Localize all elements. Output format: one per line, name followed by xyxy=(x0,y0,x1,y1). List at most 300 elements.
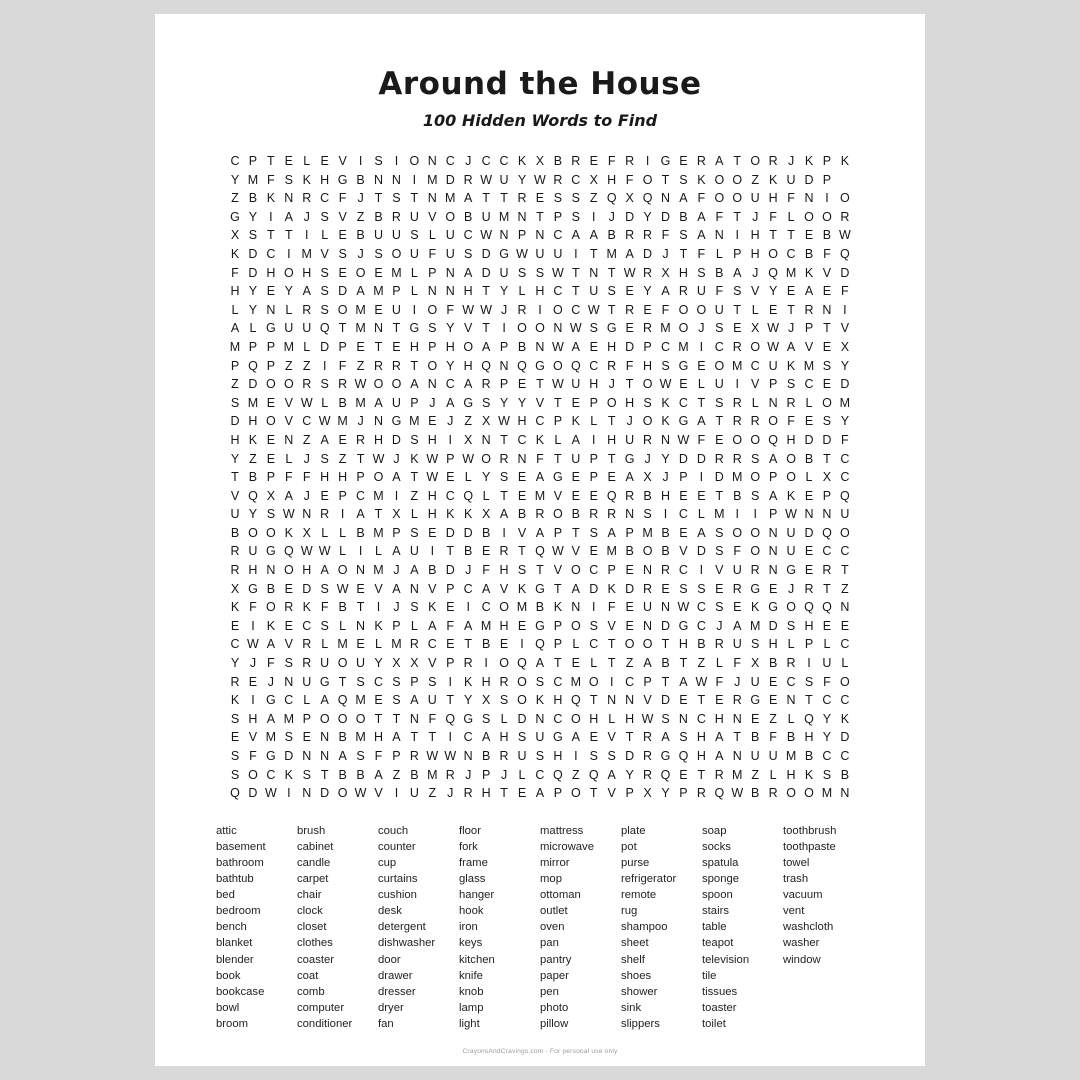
grid-cell: O xyxy=(553,302,563,317)
grid-cell: O xyxy=(481,451,491,466)
grid-cell: M xyxy=(355,395,366,410)
grid-cell: S xyxy=(751,451,760,466)
grid-cell: W xyxy=(462,302,475,317)
grid-cell: U xyxy=(302,674,312,689)
grid-cell: X xyxy=(625,191,634,206)
grid-cell: T xyxy=(733,730,742,745)
grid-cell: U xyxy=(732,563,742,578)
grid-cell: F xyxy=(715,209,724,224)
grid-cell: K xyxy=(804,265,814,280)
grid-cell: S xyxy=(679,228,688,243)
word-list-item: socks xyxy=(702,840,731,853)
grid-cell: I xyxy=(609,674,614,689)
grid-cell: S xyxy=(481,395,491,410)
grid-cell: T xyxy=(374,507,383,522)
grid-cell: H xyxy=(409,339,419,354)
grid-cell: F xyxy=(302,470,311,485)
grid-cell: C xyxy=(535,767,545,782)
grid-cell: L xyxy=(321,228,329,243)
grid-cell: P xyxy=(553,786,563,801)
grid-cell: E xyxy=(571,488,580,503)
grid-cell: O xyxy=(553,358,563,373)
grid-cell: U xyxy=(553,246,563,261)
grid-cell: J xyxy=(698,321,705,336)
grid-cell: H xyxy=(696,730,706,745)
grid-cell: T xyxy=(607,656,616,671)
grid-cell: T xyxy=(571,284,580,299)
grid-cell: I xyxy=(843,302,847,317)
grid-cell: T xyxy=(338,321,347,336)
grid-cell: H xyxy=(553,693,563,708)
grid-row xyxy=(227,264,854,283)
grid-cell: D xyxy=(660,618,671,633)
grid-cell: D xyxy=(338,284,348,299)
grid-cell: Y xyxy=(643,209,652,224)
grid-cell: J xyxy=(662,470,669,485)
grid-cell: J xyxy=(662,246,669,261)
grid-cell: I xyxy=(251,693,255,708)
grid-cell: F xyxy=(284,470,293,485)
grid-cell: I xyxy=(645,154,650,168)
grid-cell: T xyxy=(392,711,401,726)
word-list-item: shelf xyxy=(621,953,645,966)
grid-cell: N xyxy=(463,749,473,763)
word-list-item: outlet xyxy=(540,905,568,918)
grid-cell: M xyxy=(749,618,761,633)
grid-cell: A xyxy=(356,507,365,522)
grid-cell: R xyxy=(463,172,473,187)
grid-cell: B xyxy=(822,228,832,243)
grid-cell: L xyxy=(303,693,311,708)
grid-cell: R xyxy=(230,563,240,578)
grid-cell: T xyxy=(356,600,365,615)
grid-cell: W xyxy=(551,544,564,559)
grid-cell: N xyxy=(284,191,294,206)
grid-cell: L xyxy=(697,507,705,522)
grid-cell: T xyxy=(320,767,329,782)
grid-cell: E xyxy=(840,618,850,633)
grid-cell: S xyxy=(410,525,419,540)
grid-cell: A xyxy=(481,339,491,354)
grid-row xyxy=(227,189,854,208)
grid-cell: C xyxy=(230,637,240,652)
grid-cell: J xyxy=(752,265,759,280)
grid-cell: W xyxy=(264,786,277,801)
grid-cell: E xyxy=(338,228,347,243)
grid-cell: E xyxy=(266,451,276,466)
grid-cell: O xyxy=(732,525,743,540)
grid-cell: R xyxy=(517,191,527,206)
grid-cell: R xyxy=(786,656,796,671)
grid-cell: D xyxy=(840,265,850,280)
grid-cell: A xyxy=(392,730,401,745)
grid-cell: S xyxy=(320,451,329,466)
grid-cell: E xyxy=(338,265,347,280)
grid-cell: Q xyxy=(553,767,563,782)
word-list-item: washer xyxy=(783,937,820,950)
grid-cell: P xyxy=(643,674,652,689)
grid-cell: O xyxy=(266,525,276,540)
grid-cell: W xyxy=(318,544,331,559)
grid-cell: T xyxy=(554,451,562,466)
grid-cell: A xyxy=(804,284,814,299)
grid-cell: B xyxy=(643,488,652,503)
grid-cell: B xyxy=(553,154,563,168)
grid-cell: I xyxy=(574,749,578,763)
grid-cell: W xyxy=(426,451,439,466)
grid-cell: R xyxy=(230,674,240,689)
grid-cell: V xyxy=(553,488,563,503)
grid-cell: A xyxy=(320,563,329,578)
grid-cell: N xyxy=(481,432,491,447)
grid-cell: X xyxy=(840,339,850,354)
grid-cell: E xyxy=(822,339,832,354)
grid-cell: O xyxy=(409,154,420,168)
grid-cell: M xyxy=(678,339,689,354)
word-list-item: dresser xyxy=(378,985,416,998)
word-list-item: photo xyxy=(540,1001,569,1014)
grid-cell: O xyxy=(337,563,348,578)
grid-cell: H xyxy=(786,432,796,447)
grid-cell: H xyxy=(660,488,671,503)
grid-cell: T xyxy=(679,246,688,261)
grid-cell: Y xyxy=(446,358,455,373)
grid-cell: H xyxy=(750,228,760,243)
grid-cell: E xyxy=(768,581,778,596)
word-list-item: bench xyxy=(216,921,247,934)
word-list-item: remote xyxy=(621,889,657,902)
grid-cell: D xyxy=(481,265,491,280)
grid-cell: T xyxy=(625,730,634,745)
grid-cell: C xyxy=(840,470,850,485)
grid-cell: R xyxy=(750,563,760,578)
grid-cell: O xyxy=(463,339,474,354)
grid-cell: O xyxy=(714,358,725,373)
grid-cell: S xyxy=(679,730,688,745)
grid-cell: K xyxy=(302,172,311,187)
grid-cell: L xyxy=(231,302,239,317)
grid-cell: T xyxy=(500,488,508,503)
word-list-item: mirror xyxy=(540,856,570,869)
grid-cell: T xyxy=(571,265,580,280)
grid-cell: E xyxy=(697,488,706,503)
grid-cell: N xyxy=(373,321,384,336)
grid-cell: R xyxy=(517,302,527,317)
grid-cell: J xyxy=(465,767,472,782)
grid-cell: M xyxy=(337,414,348,429)
grid-cell: L xyxy=(590,414,598,429)
grid-cell: E xyxy=(804,228,814,243)
grid-cell: O xyxy=(337,302,348,317)
grid-cell: C xyxy=(786,674,796,689)
grid-cell: L xyxy=(608,711,616,726)
grid-cell: F xyxy=(625,172,634,187)
grid-cell: Y xyxy=(499,395,509,410)
grid-cell: G xyxy=(230,209,240,224)
grid-cell: E xyxy=(589,730,598,745)
grid-cell: A xyxy=(661,730,670,745)
grid-cell: A xyxy=(302,284,311,299)
grid-cell: L xyxy=(410,618,418,633)
grid-cell: T xyxy=(607,451,616,466)
grid-cell: S xyxy=(230,711,240,726)
grid-cell: W xyxy=(623,265,636,280)
word-list xyxy=(216,823,864,1032)
grid-cell: F xyxy=(715,674,724,689)
grid-cell: A xyxy=(571,432,580,447)
grid-cell: T xyxy=(231,470,239,485)
grid-cell: Y xyxy=(661,786,670,801)
grid-cell: J xyxy=(357,246,364,261)
grid-cell: D xyxy=(248,377,258,392)
grid-cell: P xyxy=(733,246,742,261)
word-list-item: shoes xyxy=(621,969,652,982)
grid-cell: T xyxy=(823,581,831,596)
grid-cell: H xyxy=(427,507,437,522)
grid-cell: R xyxy=(840,209,850,224)
grid-cell: U xyxy=(535,730,545,745)
grid-cell: V xyxy=(284,637,293,652)
grid-cell: A xyxy=(679,191,688,206)
word-list-item: refrigerator xyxy=(621,873,677,886)
grid-cell: W xyxy=(300,395,313,410)
grid-cell: F xyxy=(267,656,275,671)
grid-cell: A xyxy=(607,767,616,782)
grid-cell: F xyxy=(823,246,831,261)
grid-cell: A xyxy=(392,581,401,596)
grid-cell: C xyxy=(750,358,760,373)
grid-cell: N xyxy=(625,507,635,522)
grid-cell: P xyxy=(248,154,258,168)
grid-cell: O xyxy=(786,451,796,466)
grid-cell: K xyxy=(697,172,706,187)
grid-cell: O xyxy=(248,767,258,782)
grid-cell: Q xyxy=(481,358,491,373)
grid-cell: A xyxy=(715,730,724,745)
grid-cell: N xyxy=(409,581,419,596)
grid-cell: B xyxy=(266,581,276,596)
grid-cell: C xyxy=(714,339,724,354)
grid-cell: Q xyxy=(840,488,850,503)
grid-cell: K xyxy=(804,767,814,782)
grid-cell: Z xyxy=(464,414,472,429)
grid-cell: T xyxy=(410,730,419,745)
grid-cell: K xyxy=(302,600,311,615)
grid-cell: M xyxy=(391,637,402,652)
grid-cell: P xyxy=(625,525,634,540)
grid-cell: Y xyxy=(840,358,850,373)
grid-cell: L xyxy=(841,656,849,671)
grid-cell: D xyxy=(768,618,778,633)
grid-cell: O xyxy=(337,711,348,726)
grid-cell: I xyxy=(592,600,596,615)
grid-cell: E xyxy=(374,302,383,317)
grid-cell: A xyxy=(374,767,383,782)
grid-cell: J xyxy=(303,451,310,466)
grid-cell: O xyxy=(768,414,778,429)
grid-cell: R xyxy=(499,544,509,559)
grid-cell: X xyxy=(481,693,491,708)
grid-cell: R xyxy=(643,749,653,763)
word-list-item: bookcase xyxy=(216,985,265,998)
grid-cell: Q xyxy=(283,544,294,559)
grid-cell: Z xyxy=(338,451,347,466)
grid-row xyxy=(227,431,854,450)
word-list-item: knife xyxy=(459,969,483,982)
grid-cell: R xyxy=(391,209,401,224)
grid-cell: N xyxy=(786,693,796,708)
grid-cell: O xyxy=(750,470,761,485)
grid-cell: Y xyxy=(230,451,240,466)
grid-cell: E xyxy=(733,600,742,615)
grid-cell: C xyxy=(427,637,437,652)
grid-cell: U xyxy=(643,600,653,615)
grid-cell: T xyxy=(661,674,670,689)
grid-cell: M xyxy=(606,544,617,559)
grid-row xyxy=(227,542,854,561)
grid-cell: P xyxy=(589,451,598,466)
grid-cell: D xyxy=(625,749,635,763)
grid-cell: A xyxy=(643,656,652,671)
grid-cell: Q xyxy=(517,656,527,671)
grid-cell: N xyxy=(714,228,724,243)
grid-cell: L xyxy=(572,637,580,652)
grid-cell: X xyxy=(535,154,545,168)
grid-cell: R xyxy=(822,563,832,578)
word-list-item: towel xyxy=(783,856,810,869)
grid-cell: N xyxy=(427,154,437,168)
grid-cell: W xyxy=(480,228,493,243)
word-list-item: toaster xyxy=(702,1001,737,1014)
grid-cell: E xyxy=(822,284,832,299)
grid-cell: U xyxy=(732,637,742,652)
grid-cell: Q xyxy=(768,265,778,280)
grid-cell: H xyxy=(248,414,258,429)
grid-cell: J xyxy=(447,414,454,429)
grid-cell: O xyxy=(804,786,814,801)
grid-cell: A xyxy=(356,284,365,299)
grid-cell: A xyxy=(392,544,401,559)
grid-cell: E xyxy=(715,581,724,596)
grid-cell: E xyxy=(392,339,401,354)
grid-cell: F xyxy=(249,600,257,615)
grid-cell: R xyxy=(607,507,617,522)
grid-cell: K xyxy=(266,618,276,633)
grid-cell: S xyxy=(733,284,742,299)
grid-cell: O xyxy=(391,246,402,261)
grid-cell: B xyxy=(248,470,258,485)
grid-cell: T xyxy=(500,432,508,447)
grid-cell: M xyxy=(229,339,241,354)
grid-cell: M xyxy=(283,711,295,726)
grid-cell: A xyxy=(786,339,796,354)
grid-cell: D xyxy=(445,563,455,578)
grid-cell: A xyxy=(320,432,329,447)
grid-cell: C xyxy=(463,581,473,596)
grid-cell: X xyxy=(643,470,652,485)
grid-cell: D xyxy=(320,339,330,354)
grid-cell: P xyxy=(266,358,276,373)
grid-cell: D xyxy=(660,209,671,224)
grid-cell: Y xyxy=(643,284,652,299)
grid-cell: N xyxy=(427,377,437,392)
grid-cell: E xyxy=(571,470,580,485)
grid-cell: S xyxy=(320,265,329,280)
grid-cell: Q xyxy=(248,488,258,503)
grid-cell: Y xyxy=(248,507,258,522)
grid-cell: V xyxy=(248,730,258,745)
grid-cell: U xyxy=(427,693,437,708)
grid-cell: N xyxy=(660,191,671,206)
worksheet-content xyxy=(169,28,911,1055)
grid-cell: S xyxy=(320,581,329,596)
grid-row xyxy=(227,784,854,803)
grid-cell: U xyxy=(840,507,850,522)
grid-cell: M xyxy=(373,563,384,578)
grid-cell: P xyxy=(553,414,563,429)
grid-cell: R xyxy=(732,414,742,429)
page-title: Around the House xyxy=(378,66,702,102)
grid-cell: U xyxy=(625,432,635,447)
grid-cell: U xyxy=(391,395,401,410)
grid-cell: G xyxy=(750,693,761,708)
grid-cell: M xyxy=(373,525,384,540)
grid-cell: O xyxy=(391,377,402,392)
grid-cell: O xyxy=(337,656,348,671)
grid-cell: S xyxy=(607,749,616,763)
word-list-item: bathroom xyxy=(216,856,264,869)
grid-cell: Q xyxy=(822,600,832,615)
grid-cell: B xyxy=(733,488,742,503)
grid-cell: O xyxy=(750,544,761,559)
grid-cell: U xyxy=(535,246,545,261)
grid-cell: N xyxy=(356,618,366,633)
grid-cell: S xyxy=(715,321,724,336)
grid-cell: K xyxy=(786,488,796,503)
word-list-item: bed xyxy=(216,889,235,902)
word-list-item: drawer xyxy=(378,969,413,982)
grid-cell: B xyxy=(248,191,258,206)
grid-cell: H xyxy=(499,563,509,578)
grid-row xyxy=(227,654,854,673)
grid-cell: O xyxy=(678,321,689,336)
grid-cell: E xyxy=(266,395,276,410)
grid-cell: R xyxy=(643,581,653,596)
grid-cell: K xyxy=(535,693,545,708)
grid-cell: O xyxy=(517,321,527,336)
grid-cell: K xyxy=(786,358,796,373)
grid-row xyxy=(227,487,854,506)
grid-cell: S xyxy=(230,767,240,782)
grid-cell: F xyxy=(607,600,616,615)
grid-row xyxy=(227,301,854,320)
word-list-item: teapot xyxy=(702,937,734,950)
grid-cell: L xyxy=(303,154,311,168)
grid-row xyxy=(227,617,854,636)
grid-cell: L xyxy=(428,228,436,243)
grid-cell: T xyxy=(679,656,688,671)
word-list-item: trash xyxy=(783,873,809,886)
grid-cell: D xyxy=(517,711,527,726)
grid-cell: L xyxy=(249,321,257,336)
grid-cell: D xyxy=(248,265,258,280)
grid-cell: C xyxy=(553,228,563,243)
grid-cell: K xyxy=(804,154,814,168)
grid-cell: C xyxy=(266,246,276,261)
grid-cell: A xyxy=(266,637,276,652)
grid-cell: S xyxy=(589,321,598,336)
grid-cell: E xyxy=(804,488,814,503)
